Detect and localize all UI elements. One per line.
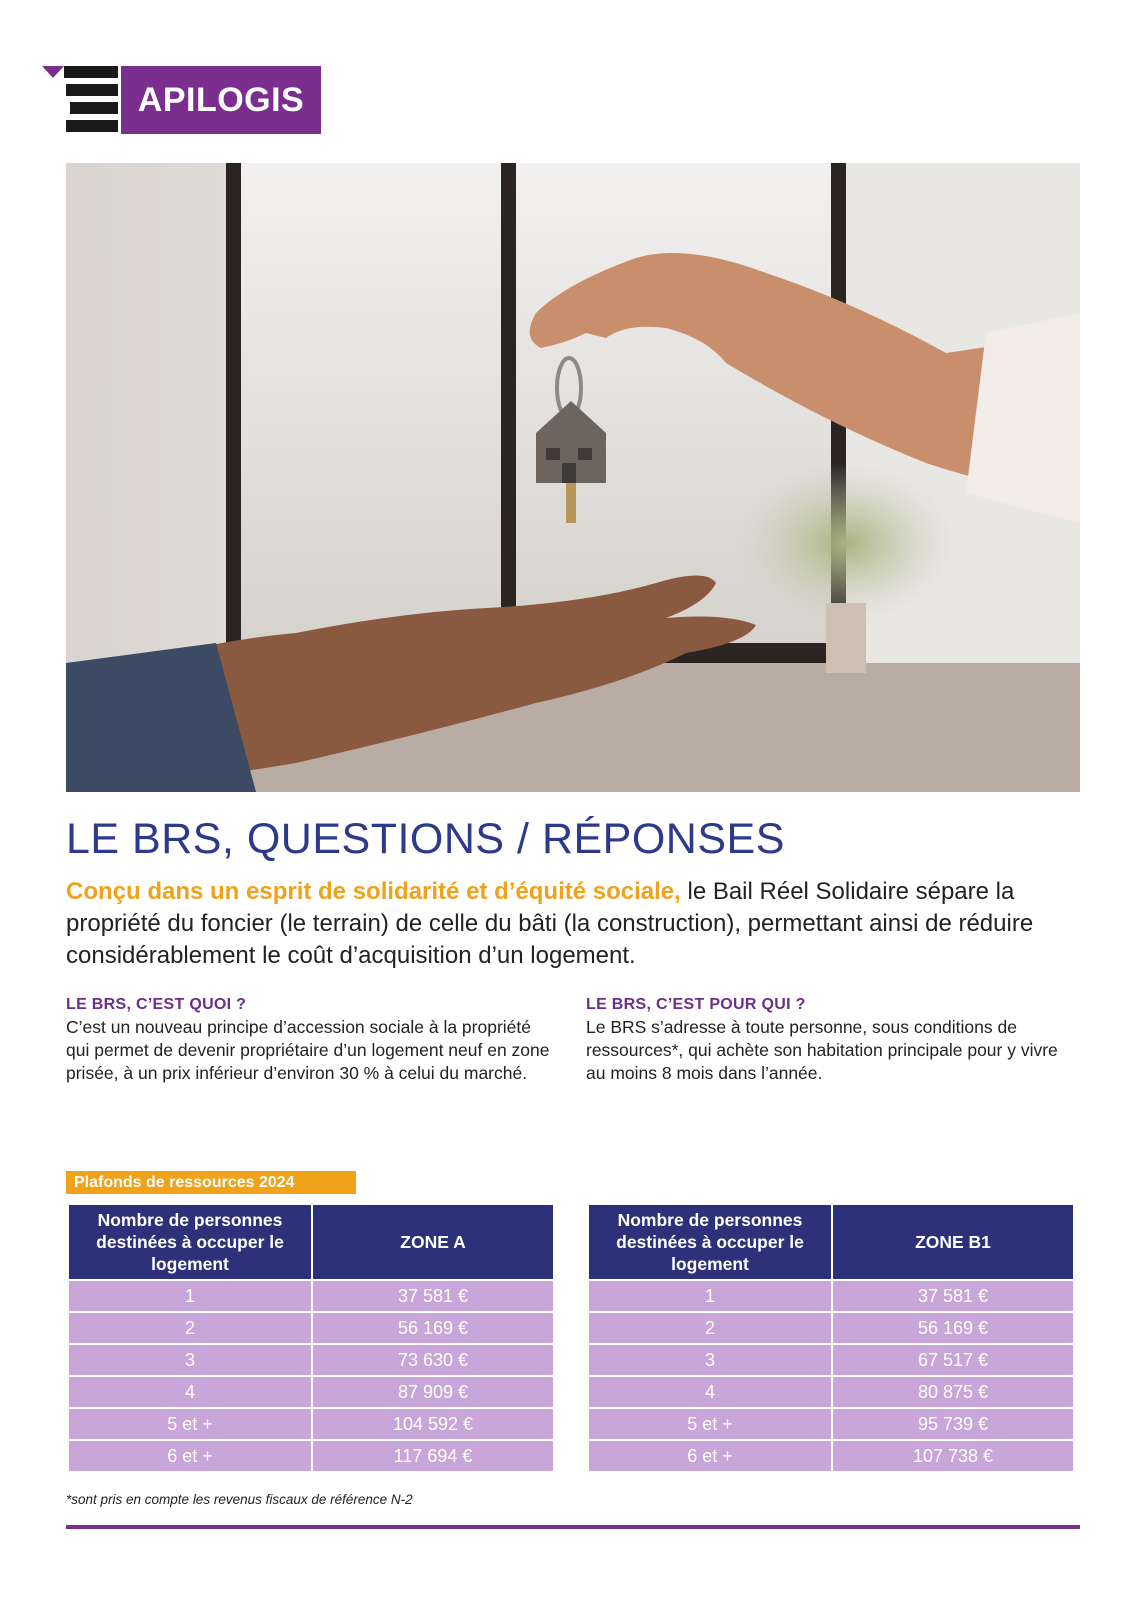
table-cell-persons: 3 xyxy=(68,1344,312,1376)
section-what-heading: LE BRS, C’EST QUOI ? xyxy=(66,996,247,1013)
table-cell-persons: 1 xyxy=(588,1280,832,1312)
table-header-zone: ZONE A xyxy=(312,1204,554,1280)
table-cell-amount: 107 738 € xyxy=(832,1440,1074,1472)
logo-mark-icon xyxy=(42,66,118,134)
resource-table-zone-b1 xyxy=(587,1203,1075,1473)
table-cell-amount: 56 169 € xyxy=(312,1312,554,1344)
table-tag: Plafonds de ressources 2024 xyxy=(66,1171,356,1194)
section-who xyxy=(586,996,1076,1085)
table-row xyxy=(588,1408,1074,1440)
house-key-handover-icon xyxy=(66,163,1080,792)
table-row xyxy=(68,1440,554,1472)
intro-highlight: Conçu dans un esprit de solidarité et d’équité sociale, xyxy=(66,878,681,905)
table-cell-amount: 117 694 € xyxy=(312,1440,554,1472)
apilogis-logo xyxy=(42,66,322,134)
table-row xyxy=(68,1344,554,1376)
table-header-persons: Nombre de personnes destinées à occuper le logement xyxy=(68,1204,312,1280)
table-header-persons: Nombre de personnes destinées à occuper le logement xyxy=(588,1204,832,1280)
section-who-body: Le BRS s’adresse à toute personne, sous conditions de ressources*, qui achète son habitation principale pour y vivre au moins 8 mois dans l’année. xyxy=(586,1017,1058,1083)
table-row xyxy=(588,1344,1074,1376)
table-row xyxy=(68,1376,554,1408)
table-cell-amount: 37 581 € xyxy=(832,1280,1074,1312)
table-cell-persons: 3 xyxy=(588,1344,832,1376)
table-cell-persons: 4 xyxy=(68,1376,312,1408)
table-cell-persons: 4 xyxy=(588,1376,832,1408)
table-cell-amount: 56 169 € xyxy=(832,1312,1074,1344)
table-row xyxy=(68,1312,554,1344)
page-title: LE BRS, QUESTIONS / RÉPONSES xyxy=(66,815,785,863)
table-cell-amount: 87 909 € xyxy=(312,1376,554,1408)
table-cell-persons: 2 xyxy=(68,1312,312,1344)
table-row xyxy=(588,1376,1074,1408)
section-what-body: C’est un nouveau principe d’accession sociale à la propriété qui permet de devenir propriétaire d’un logement neuf en zone prisée, à un prix inférieur d’environ 30 % à celui du marché. xyxy=(66,1017,550,1083)
bottom-divider xyxy=(66,1525,1080,1529)
table-cell-amount: 37 581 € xyxy=(312,1280,554,1312)
table-cell-amount: 104 592 € xyxy=(312,1408,554,1440)
resource-table-zone-a xyxy=(67,1203,555,1473)
brand-name: APILOGIS xyxy=(121,66,321,134)
table-row xyxy=(68,1408,554,1440)
table-cell-persons: 6 et + xyxy=(588,1440,832,1472)
table-cell-persons: 5 et + xyxy=(68,1408,312,1440)
table-cell-persons: 1 xyxy=(68,1280,312,1312)
table-cell-amount: 67 517 € xyxy=(832,1344,1074,1376)
table-row xyxy=(588,1440,1074,1472)
intro-text: le Bail Réel Solidaire sépare la propriété du foncier (le terrain) de celle du bâti (la construction), permettant ainsi de réduire considérablement le coût d’acquisition d’un logement. xyxy=(66,878,1034,969)
table-cell-persons: 2 xyxy=(588,1312,832,1344)
table-cell-persons: 6 et + xyxy=(68,1440,312,1472)
table-header-zone: ZONE B1 xyxy=(832,1204,1074,1280)
footnote: *sont pris en compte les revenus fiscaux de référence N-2 xyxy=(66,1492,413,1507)
table-row xyxy=(588,1280,1074,1312)
section-who-heading: LE BRS, C’EST POUR QUI ? xyxy=(586,996,806,1013)
intro-paragraph xyxy=(66,876,1086,972)
table-cell-amount: 73 630 € xyxy=(312,1344,554,1376)
table-cell-amount: 80 875 € xyxy=(832,1376,1074,1408)
table-row xyxy=(68,1280,554,1312)
table-row xyxy=(588,1312,1074,1344)
hero-image xyxy=(66,163,1080,792)
section-what xyxy=(66,996,556,1085)
table-cell-amount: 95 739 € xyxy=(832,1408,1074,1440)
table-cell-persons: 5 et + xyxy=(588,1408,832,1440)
